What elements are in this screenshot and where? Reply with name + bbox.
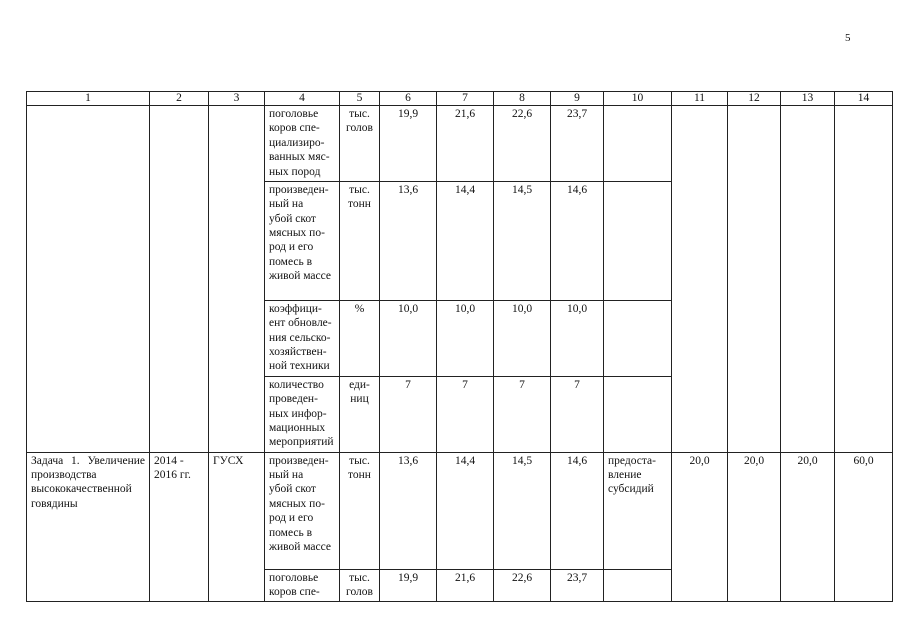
col-number-6: 6	[380, 92, 437, 106]
value-cell: 21,6	[437, 569, 494, 602]
period-cell-empty	[150, 106, 209, 453]
task-name: Задача 1. Увеличение производства высококачественной говядины	[27, 452, 150, 602]
col-number-2: 2	[150, 92, 209, 106]
col-number-8: 8	[494, 92, 551, 106]
value-cell: 21,6	[437, 106, 494, 182]
col-number-1: 1	[27, 92, 150, 106]
column-number-row	[27, 92, 893, 106]
value-cell: 10,0	[551, 300, 604, 376]
indicator-unit: тыс. голов	[340, 569, 380, 602]
value-cell: 10,0	[437, 300, 494, 376]
indicator-unit: еди- ниц	[340, 376, 380, 452]
measure-cell-empty	[604, 569, 672, 602]
value-cell: 14,5	[494, 452, 551, 569]
finance-2015: 20,0	[728, 452, 781, 602]
value-cell: 22,6	[494, 569, 551, 602]
col-number-11: 11	[672, 92, 728, 106]
indicator-name: коэффици- ент обновле- ния сельско- хозяйствен- ной техники	[265, 300, 340, 376]
value-cell: 14,6	[551, 452, 604, 569]
col-number-4: 4	[265, 92, 340, 106]
indicator-name: количество проведен- ных инфор- мационных мероприятий	[265, 376, 340, 452]
col-number-3: 3	[209, 92, 265, 106]
page-number: 5	[845, 32, 851, 44]
value-cell: 19,9	[380, 106, 437, 182]
task-executor: ГУСХ	[209, 452, 265, 602]
indicator-name: поголовье коров спе- циализиро- ванных мяс- ных пород	[265, 106, 340, 182]
value-cell: 13,6	[380, 452, 437, 569]
finance-total: 60,0	[835, 452, 893, 602]
table-row	[27, 452, 893, 569]
measure-cell-empty	[604, 376, 672, 452]
value-cell: 7	[380, 376, 437, 452]
value-cell: 7	[494, 376, 551, 452]
measure-cell-empty	[604, 300, 672, 376]
col-number-13: 13	[781, 92, 835, 106]
value-cell: 22,6	[494, 106, 551, 182]
indicator-unit: тыс. тонн	[340, 452, 380, 569]
value-cell: 14,6	[551, 181, 604, 300]
col-number-12: 12	[728, 92, 781, 106]
indicator-name: произведен- ный на убой скот мясных по- род и его помесь в живой массе	[265, 181, 340, 300]
task-period: 2014 - 2016 гг.	[150, 452, 209, 602]
table-row	[27, 106, 893, 182]
indicator-name: поголовье коров спе-	[265, 569, 340, 602]
value-cell: 23,7	[551, 106, 604, 182]
col-number-7: 7	[437, 92, 494, 106]
finance-2016: 20,0	[781, 452, 835, 602]
col-number-14: 14	[835, 92, 893, 106]
value-cell: 13,6	[380, 181, 437, 300]
indicator-unit: тыс. тонн	[340, 181, 380, 300]
value-cell: 7	[551, 376, 604, 452]
value-cell: 14,4	[437, 181, 494, 300]
value-cell: 14,4	[437, 452, 494, 569]
task-cell-empty	[27, 106, 150, 453]
indicator-unit: %	[340, 300, 380, 376]
executor-cell-empty	[209, 106, 265, 453]
finance-cell-empty	[835, 106, 893, 453]
col-number-10: 10	[604, 92, 672, 106]
indicator-name: произведен- ный на убой скот мясных по- род и его помесь в живой массе	[265, 452, 340, 569]
value-cell: 19,9	[380, 569, 437, 602]
col-number-9: 9	[551, 92, 604, 106]
finance-cell-empty	[781, 106, 835, 453]
value-cell: 10,0	[494, 300, 551, 376]
program-table	[26, 91, 893, 602]
measure-cell-empty	[604, 181, 672, 300]
value-cell: 7	[437, 376, 494, 452]
col-number-5: 5	[340, 92, 380, 106]
value-cell: 23,7	[551, 569, 604, 602]
value-cell: 10,0	[380, 300, 437, 376]
finance-cell-empty	[672, 106, 728, 453]
measure-cell-empty	[604, 106, 672, 182]
indicator-unit: тыс. голов	[340, 106, 380, 182]
finance-2014: 20,0	[672, 452, 728, 602]
finance-cell-empty	[728, 106, 781, 453]
task-measure: предоста- вление субсидий	[604, 452, 672, 569]
value-cell: 14,5	[494, 181, 551, 300]
